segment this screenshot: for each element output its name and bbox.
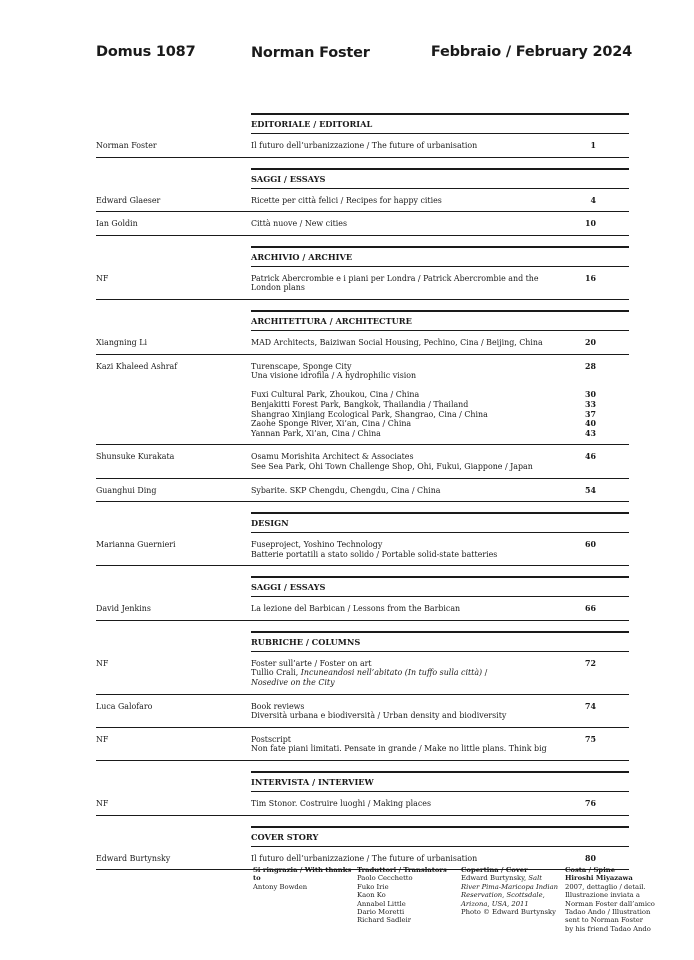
entry-title xyxy=(251,604,567,614)
page-number: 80 xyxy=(585,853,596,863)
credit-title: Copertina / Cover xyxy=(461,866,528,874)
page-number: 1 xyxy=(590,141,596,150)
entry-title-line xyxy=(251,381,567,391)
guest-editor: Norman Foster xyxy=(251,45,370,61)
entry-page-number xyxy=(567,338,629,348)
credit-column xyxy=(461,866,561,916)
page-number: 16 xyxy=(585,273,596,283)
entry-title-line: Tim Stonor. Costruire luoghi / Making places xyxy=(251,799,432,809)
entry-title-line: Non fate piani limitati. Pensate in grande / Make no little plans. Think big xyxy=(251,744,547,754)
toc-entry xyxy=(96,267,629,300)
entry-page-number xyxy=(567,659,629,688)
section-spacer xyxy=(0,300,694,310)
section-spacer xyxy=(0,566,694,576)
toc-section xyxy=(0,310,694,512)
entry-title-line: Benjakitti Forest Park, Bangkok, Thailandia / Thailand xyxy=(251,399,469,409)
page-number: 43 xyxy=(585,428,596,438)
credit-line: Reservation, Scottsdale, xyxy=(461,891,545,900)
page-number: 20 xyxy=(585,337,596,347)
credit-line: Hiroshi Miyazawa xyxy=(565,874,633,883)
entry-title xyxy=(251,735,567,754)
section-heading: ARCHIVIO / ARCHIVE xyxy=(251,246,629,267)
credit-line: Illustrazione inviata a xyxy=(565,891,640,900)
entry-author: Kazi Khaleed Ashraf xyxy=(96,361,178,371)
page-number: 54 xyxy=(585,485,596,495)
entry-author: Norman Foster xyxy=(96,141,157,150)
entry-title xyxy=(251,338,567,348)
section-spacer xyxy=(0,621,694,631)
toc-entry xyxy=(96,652,629,695)
page-number: 33 xyxy=(585,399,596,409)
toc-section xyxy=(0,113,694,168)
entry-author: Luca Galofaro xyxy=(96,701,153,711)
table-of-contents xyxy=(0,113,694,883)
entry-author: Edward Burtynsky xyxy=(96,853,171,863)
entry-title xyxy=(251,540,567,559)
toc-entry xyxy=(96,479,629,503)
credit-title: Si ringrazia / With thanks to xyxy=(253,866,352,883)
page-header xyxy=(0,44,694,68)
entry-title-line: Il futuro dell’urbanizzazione / The future of urbanisation xyxy=(251,853,478,863)
entry-title xyxy=(251,196,567,206)
entry-title-line: Fuxi Cultural Park, Zhoukou, Cina / China xyxy=(251,390,420,400)
entry-title-line: See Sea Park, Ohi Town Challenge Shop, Ohi, Fukui, Giappone / Japan xyxy=(251,461,533,471)
entry-title xyxy=(251,452,567,471)
entry-title xyxy=(251,659,567,688)
entry-author: Ian Goldin xyxy=(96,219,138,229)
entry-author: Xiangning Li xyxy=(96,337,147,347)
toc-entry xyxy=(96,597,629,621)
entry-page-number xyxy=(567,702,629,721)
toc-entry xyxy=(96,445,629,478)
entry-title xyxy=(251,486,567,496)
entry-title-line: Città nuove / New cities xyxy=(251,219,348,229)
toc-entry xyxy=(96,792,629,816)
entry-page-number xyxy=(567,540,629,559)
credit-line: Tadao Ando / Illustration xyxy=(565,908,651,917)
entry-title-line: Batterie portatili a stato solido / Portable solid-state batteries xyxy=(251,549,498,559)
credit-line: Norman Foster dall’amico xyxy=(565,899,655,908)
toc-section xyxy=(0,168,694,246)
page-number: 37 xyxy=(585,409,596,419)
credit-column xyxy=(565,866,665,933)
section-heading: DESIGN xyxy=(251,512,629,533)
entry-title xyxy=(251,854,567,864)
entry-title xyxy=(251,219,567,229)
credit-line: sent to Norman Foster xyxy=(565,916,644,925)
entry-title-line: Sybarite. SKP Chengdu, Chengdu, Cina / China xyxy=(251,485,441,495)
entry-title-line: La lezione del Barbican / Lessons from the Barbican xyxy=(251,604,461,614)
entry-title-line: Diversità urbana e biodiversità / Urban density and biodiversity xyxy=(251,711,507,721)
entry-title xyxy=(251,799,567,809)
page-number: 72 xyxy=(585,658,596,668)
entry-title-line: Zaohe Sponge River, Xi’an, Cina / China xyxy=(251,419,412,429)
toc-section xyxy=(0,512,694,576)
entry-title-line: Yannan Park, Xi’an, Cina / China xyxy=(251,428,381,438)
page-number: 66 xyxy=(585,604,596,614)
entry-author: Marianna Guernieri xyxy=(96,540,176,550)
page-number: 74 xyxy=(585,701,596,711)
credit-line: by his friend Tadao Ando xyxy=(565,924,651,933)
entry-title-line: Postscript xyxy=(251,734,291,744)
entry-title-line: Una visione idrofila / A hydrophilic vision xyxy=(251,371,417,381)
toc-section xyxy=(0,631,694,771)
toc-entry xyxy=(96,331,629,355)
section-heading: RUBRICHE / COLUMNS xyxy=(251,631,629,652)
toc-entry xyxy=(96,212,629,236)
entry-page-number xyxy=(567,854,629,864)
credit-title: Costa / Spine xyxy=(565,866,616,874)
entry-title xyxy=(251,362,567,439)
section-spacer xyxy=(0,816,694,826)
toc-entry xyxy=(96,189,629,213)
page-number xyxy=(567,371,596,381)
entry-title-line: Osamu Morishita Architect & Associates xyxy=(251,452,414,462)
section-heading: SAGGI / ESSAYS xyxy=(251,576,629,597)
toc-entry xyxy=(96,695,629,728)
credit-line: Fuko Irie xyxy=(357,882,389,891)
entry-title xyxy=(251,702,567,721)
entry-page-number xyxy=(567,604,629,614)
toc-entry xyxy=(96,728,629,761)
credit-line: Photo © Edward Burtynsky xyxy=(461,908,556,917)
entry-title-line: Patrick Abercrombie e i piani per Londra / Patrick Abercrombie and the London plans xyxy=(251,273,539,293)
page-number xyxy=(567,381,596,391)
page-number: 46 xyxy=(585,452,596,462)
entry-title-line: MAD Architects, Baiziwan Social Housing, Pechino, Cina / Beijing, China xyxy=(251,337,543,347)
section-heading: SAGGI / ESSAYS xyxy=(251,168,629,189)
page-number: 4 xyxy=(590,195,596,205)
entry-page-number xyxy=(567,219,629,229)
entry-page-number xyxy=(567,274,629,293)
section-heading: EDITORIALE / EDITORIAL xyxy=(251,113,629,134)
section-spacer xyxy=(0,502,694,512)
section-heading: ARCHITETTURA / ARCHITECTURE xyxy=(251,310,629,331)
credit-title: Traduttori / Translators xyxy=(357,866,447,874)
entry-title-line: Turenscape, Sponge City xyxy=(251,361,352,371)
entry-author: Guanghui Ding xyxy=(96,485,157,495)
page-number: 76 xyxy=(585,799,596,809)
entry-title-line: Il futuro dell’urbanizzazione / The future of urbanisation xyxy=(251,141,478,150)
toc-section xyxy=(0,576,694,631)
toc-entry xyxy=(96,355,629,446)
section-heading: INTERVISTA / INTERVIEW xyxy=(251,771,629,792)
credit-line: 2007, dettaglio / detail. xyxy=(565,882,646,891)
toc-entry xyxy=(96,533,629,566)
page-number: 40 xyxy=(585,419,596,429)
entry-title-line: Foster sull’arte / Foster on art xyxy=(251,658,372,668)
entry-page-number xyxy=(567,452,629,471)
credit-column xyxy=(357,866,457,925)
toc-entry xyxy=(96,134,629,158)
entry-title-line: Tullio Crali, Incuneandosi nell’abitato (In tuffo sulla città) / xyxy=(251,668,488,678)
page-number: 75 xyxy=(585,734,596,744)
entry-title-line: Fuseproject, Yoshino Technology xyxy=(251,540,383,550)
section-spacer xyxy=(0,236,694,246)
toc-section xyxy=(0,771,694,826)
credit-line: Edward Burtynsky, Salt xyxy=(461,874,543,883)
section-spacer xyxy=(0,761,694,771)
page-number: 30 xyxy=(585,390,596,400)
section-heading: COVER STORY xyxy=(251,826,629,847)
credit-line: Arizona, USA, 2011 xyxy=(461,899,529,908)
entry-author: NF xyxy=(96,799,109,809)
entry-author: NF xyxy=(96,734,109,744)
credit-column xyxy=(253,866,353,891)
credit-line: Kaon Ko xyxy=(357,891,386,900)
credit-line: Annabel Little xyxy=(357,899,406,908)
magazine-issue: Domus 1087 xyxy=(96,44,196,60)
page-number: 10 xyxy=(585,219,596,229)
entry-page-number xyxy=(567,141,629,151)
entry-page-number xyxy=(567,486,629,496)
credit-line: River Pima-Maricopa Indian xyxy=(461,882,559,891)
credit-line: Richard Sadleir xyxy=(357,916,411,925)
section-spacer xyxy=(0,158,694,168)
entry-author: David Jenkins xyxy=(96,604,151,614)
entry-page-number xyxy=(567,362,629,439)
page-number: 28 xyxy=(585,361,596,371)
credit-line: Antony Bowden xyxy=(253,882,308,891)
toc-section xyxy=(0,246,694,310)
credit-line: Dario Moretti xyxy=(357,908,405,917)
entry-title xyxy=(251,274,567,293)
entry-author: Edward Glaeser xyxy=(96,195,161,205)
entry-title-line: Shangrao Xinjiang Ecological Park, Shangrao, Cina / China xyxy=(251,409,488,419)
entry-page-number xyxy=(567,735,629,754)
entry-title xyxy=(251,141,567,151)
entry-author: NF xyxy=(96,658,109,668)
entry-title-line: Ricette per città felici / Recipes for happy cities xyxy=(251,195,442,205)
issue-date: Febbraio / February 2024 xyxy=(430,44,632,60)
entry-title-line: Book reviews xyxy=(251,701,305,711)
entry-author: NF xyxy=(96,273,109,283)
entry-author: Shunsuke Kurakata xyxy=(96,452,175,462)
entry-page-number xyxy=(567,196,629,206)
page-number: 60 xyxy=(585,540,596,550)
entry-page-number xyxy=(567,799,629,809)
credit-line: Paolo Cecchetto xyxy=(357,874,413,883)
entry-title-line: Nosedive on the City xyxy=(251,678,335,688)
